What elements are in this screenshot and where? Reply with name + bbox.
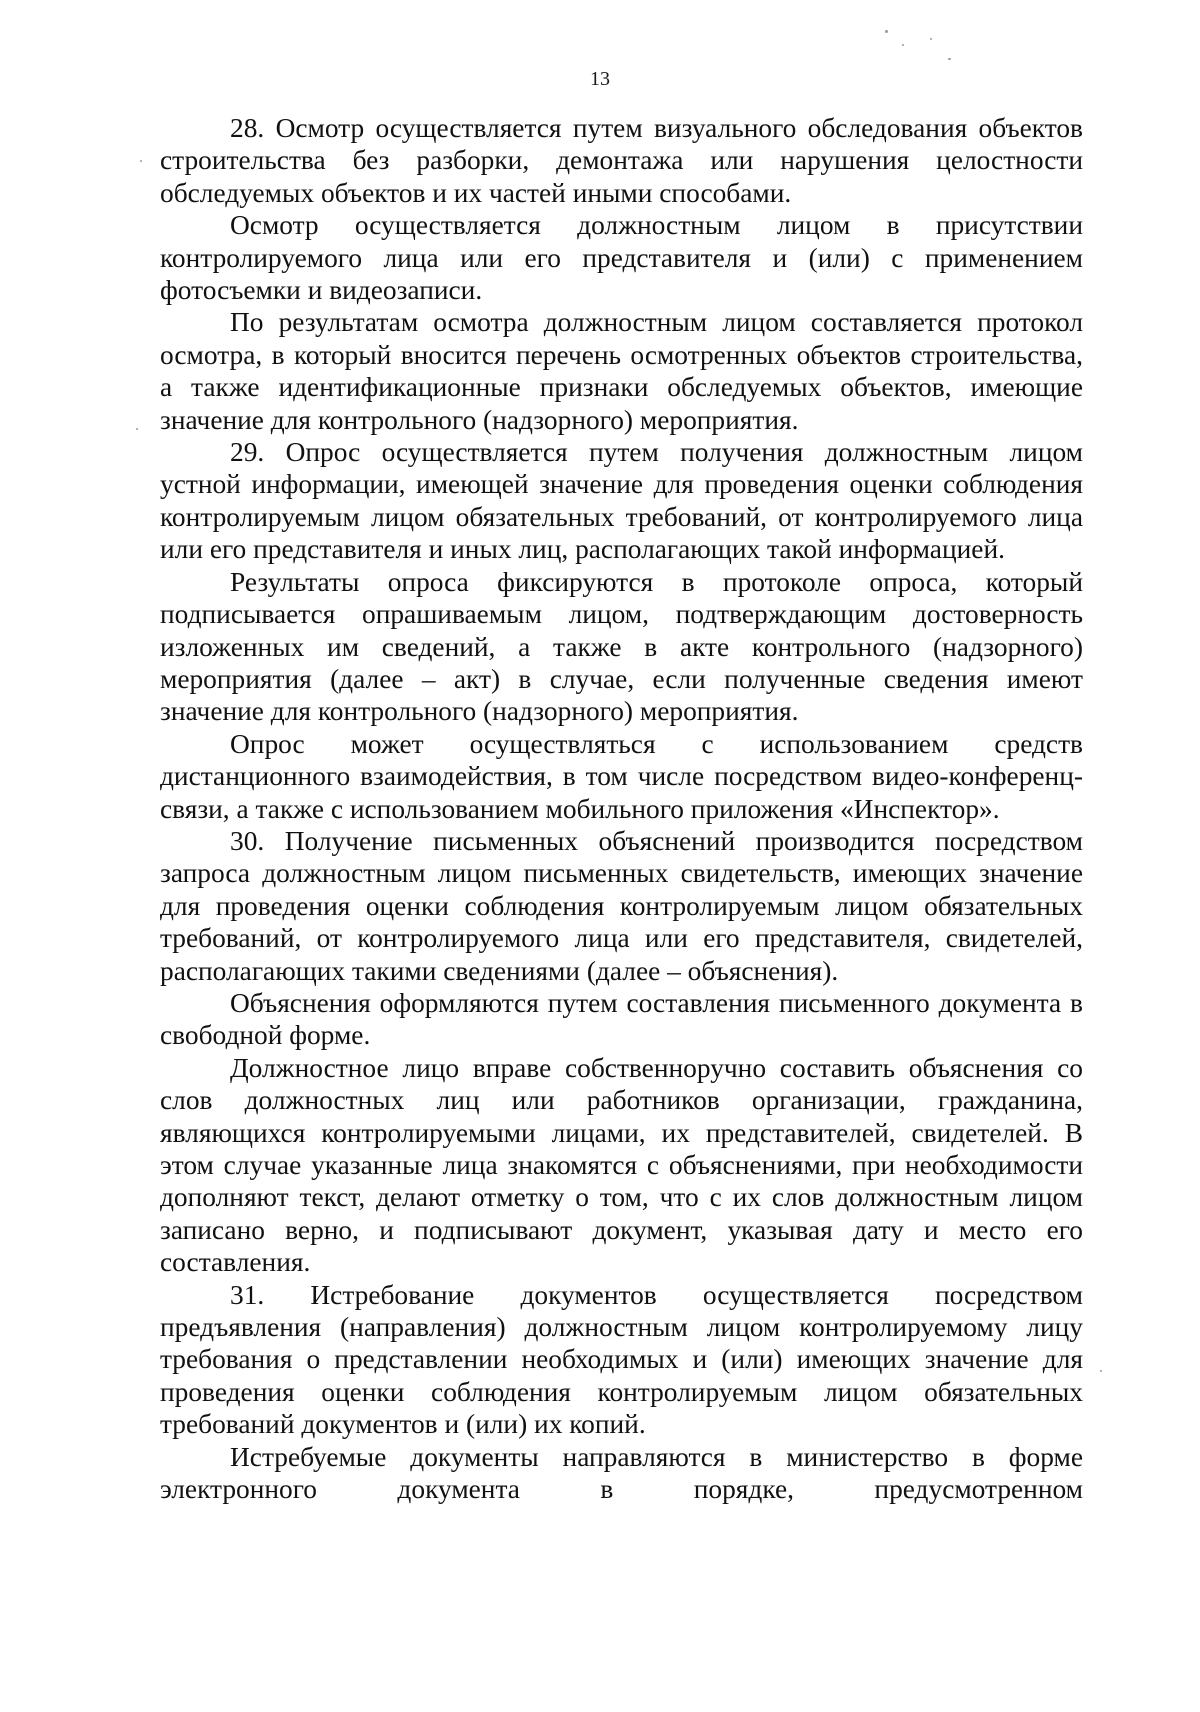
page-number: 13	[590, 68, 610, 90]
scan-speck	[885, 30, 888, 33]
paragraph-survey-remote: Опрос может осуществляться с использованием средств дистанционного взаимодействия, в том числе посредством видео-конференц-связи, а также с использованием мобильного приложения «Инспектор».	[160, 728, 1083, 824]
scan-speck	[930, 38, 932, 40]
paragraph-inspection-protocol: По результатам осмотра должностным лицом составляется протокол осмотра, в который вносится перечень осмотренных объектов строительства, а также идентификационные признаки обследуемых объектов, имеющие значение для контрольного (надзорного) мероприятия.	[160, 307, 1083, 435]
paragraph-explanations-form: Объяснения оформляются путем составления письменного документа в свободной форме.	[160, 987, 1083, 1051]
scan-speck	[136, 428, 138, 430]
paragraph-inspection-presence: Осмотр осуществляется должностным лицом в присутствии контролируемого лица или его представителя и (или) с применением фотосъемки и видеозаписи.	[160, 210, 1083, 306]
scan-speck	[948, 58, 951, 60]
document-body	[160, 112, 1083, 1505]
paragraph-survey-results: Результаты опроса фиксируются в протоколе опроса, который подписывается опрашиваемым лицом, подтверждающим достоверность изложенных им сведений, а также в акте контрольного (надзорного) мероприятия (далее – акт) в случае, если полученные сведения имеют значение для контрольного (надзорного) мероприятия.	[160, 566, 1083, 727]
paragraph-29-survey: 29. Опрос осуществляется путем получения должностным лицом устной информации, имеющей значение для проведения оценки соблюдения контролируемым лицом обязательных требований, от контролируемого лица или его представителя и иных лиц, располагающих такой информацией.	[160, 437, 1083, 565]
paragraph-explanations-official: Должностное лицо вправе собственноручно составить объяснения со слов должностных лиц или работников организации, гражданина, являющихся контролируемыми лицами, их представителей, свидетелей. В этом случае указанные лица знакомятся с объяснениями, при необходимости дополняют текст, делают отметку о том, что с их слов должностным лицом записано верно, и подписывают документ, указывая дату и место его составления.	[160, 1052, 1083, 1278]
paragraph-30-written-explanations: 30. Получение письменных объяснений производится посредством запроса должностным лицом письменных свидетельств, имеющих значение для проведения оценки соблюдения контролируемым лицом обязательных требований, от контролируемого лица или его представителя, свидетелей, располагающих такими сведениями (далее – объяснения).	[160, 825, 1083, 986]
paragraph-requested-documents: Истребуемые документы направляются в министерство в форме электронного документа в порядке, предусмотренном	[160, 1441, 1083, 1505]
scan-speck	[140, 160, 142, 162]
paragraph-31-document-request: 31. Истребование документов осуществляется посредством предъявления (направления) должностным лицом контролируемому лицу требования о представлении необходимых и (или) имеющих значение для проведения оценки соблюдения контролируемым лицом обязательных требований документов и (или) их копий.	[160, 1279, 1083, 1440]
paragraph-28-inspection: 28. Осмотр осуществляется путем визуального обследования объектов строительства без разборки, демонтажа или нарушения целостности обследуемых объектов и их частей иными способами.	[160, 113, 1083, 208]
scan-speck	[902, 44, 904, 46]
scan-speck	[1100, 1370, 1102, 1372]
